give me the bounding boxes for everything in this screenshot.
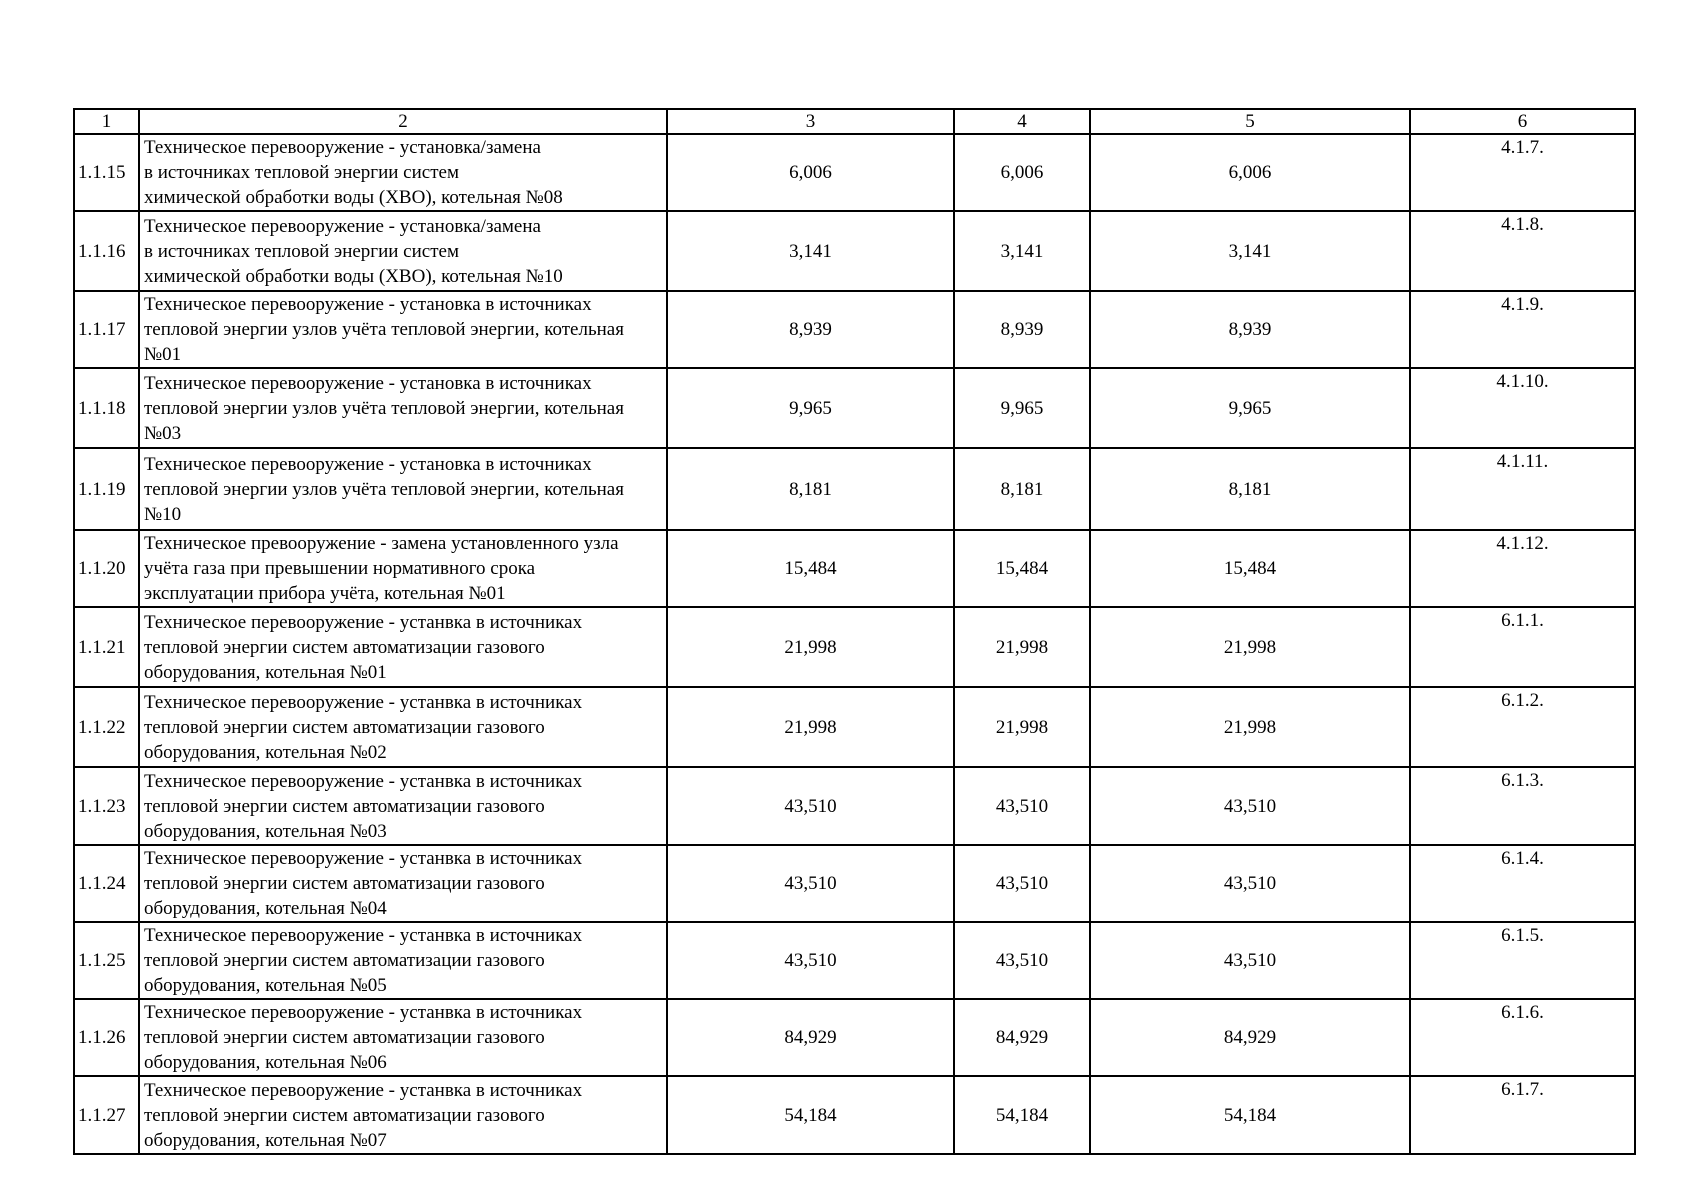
header-cell: 6 — [1410, 109, 1635, 134]
value-col-5: 8,181 — [1090, 448, 1410, 530]
value-col-3: 54,184 — [667, 1076, 954, 1154]
value-col-4: 43,510 — [954, 767, 1090, 845]
value-col-3: 6,006 — [667, 134, 954, 211]
table-row — [74, 607, 1635, 687]
row-number: 1.1.16 — [74, 211, 139, 291]
value-col-3: 3,141 — [667, 211, 954, 291]
reference-code: 6.1.2. — [1410, 687, 1635, 767]
row-description: Техническое перевооружение - устанвка в источниках тепловой энергии систем автоматизации газового оборудования, котельная №03 — [139, 767, 667, 845]
row-number: 1.1.24 — [74, 845, 139, 922]
row-number: 1.1.19 — [74, 448, 139, 530]
value-col-4: 3,141 — [954, 211, 1090, 291]
row-number: 1.1.21 — [74, 607, 139, 687]
value-col-4: 8,939 — [954, 291, 1090, 368]
row-description: Техническое перевооружение - установка в источниках тепловой энергии узлов учёта тепловой энергии, котельная №01 — [139, 291, 667, 368]
table-row — [74, 1076, 1635, 1154]
table-row — [74, 767, 1635, 845]
value-col-4: 9,965 — [954, 368, 1090, 448]
value-col-3: 84,929 — [667, 999, 954, 1076]
row-description: Техническое перевооружение - устанвка в источниках тепловой энергии систем автоматизации газового оборудования, котельная №01 — [139, 607, 667, 687]
reference-code: 4.1.9. — [1410, 291, 1635, 368]
reference-code: 4.1.7. — [1410, 134, 1635, 211]
table-row — [74, 134, 1635, 211]
value-col-3: 43,510 — [667, 845, 954, 922]
row-number: 1.1.23 — [74, 767, 139, 845]
value-col-5: 43,510 — [1090, 845, 1410, 922]
row-description: Техническое перевооружение - установка/замена в источниках тепловой энергии систем химической обработки воды (ХВО), котельная №08 — [139, 134, 667, 211]
value-col-5: 21,998 — [1090, 607, 1410, 687]
row-description: Техническое перевооружение - установка/замена в источниках тепловой энергии систем химической обработки воды (ХВО), котельная №10 — [139, 211, 667, 291]
header-row — [74, 109, 1635, 134]
header-cell: 1 — [74, 109, 139, 134]
header-cell: 3 — [667, 109, 954, 134]
value-col-3: 43,510 — [667, 922, 954, 999]
row-number: 1.1.17 — [74, 291, 139, 368]
value-col-3: 8,939 — [667, 291, 954, 368]
value-col-3: 8,181 — [667, 448, 954, 530]
row-description: Техническое перевооружение - устанвка в источниках тепловой энергии систем автоматизации газового оборудования, котельная №07 — [139, 1076, 667, 1154]
row-description: Техническое перевооружение - установка в источниках тепловой энергии узлов учёта тепловой энергии, котельная №03 — [139, 368, 667, 448]
row-description: Техническое превооружение - замена установленного узла учёта газа при превышении нормативного срока эксплуатации прибора учёта, котельная №01 — [139, 530, 667, 607]
reference-code: 4.1.8. — [1410, 211, 1635, 291]
value-col-4: 84,929 — [954, 999, 1090, 1076]
table-row — [74, 999, 1635, 1076]
value-col-4: 8,181 — [954, 448, 1090, 530]
value-col-5: 54,184 — [1090, 1076, 1410, 1154]
reference-code: 6.1.7. — [1410, 1076, 1635, 1154]
value-col-5: 6,006 — [1090, 134, 1410, 211]
value-col-5: 84,929 — [1090, 999, 1410, 1076]
header-cell: 5 — [1090, 109, 1410, 134]
value-col-5: 8,939 — [1090, 291, 1410, 368]
table-row — [74, 530, 1635, 607]
value-col-3: 9,965 — [667, 368, 954, 448]
reference-code: 6.1.4. — [1410, 845, 1635, 922]
table-row — [74, 291, 1635, 368]
value-col-3: 43,510 — [667, 767, 954, 845]
table-row — [74, 211, 1635, 291]
header-cell: 4 — [954, 109, 1090, 134]
value-col-4: 43,510 — [954, 845, 1090, 922]
reference-code: 6.1.3. — [1410, 767, 1635, 845]
value-col-4: 43,510 — [954, 922, 1090, 999]
table-row — [74, 922, 1635, 999]
value-col-4: 54,184 — [954, 1076, 1090, 1154]
row-number: 1.1.27 — [74, 1076, 139, 1154]
value-col-4: 6,006 — [954, 134, 1090, 211]
row-number: 1.1.25 — [74, 922, 139, 999]
row-description: Техническое перевооружение - устанвка в источниках тепловой энергии систем автоматизации газового оборудования, котельная №04 — [139, 845, 667, 922]
table-row — [74, 368, 1635, 448]
value-col-5: 21,998 — [1090, 687, 1410, 767]
value-col-3: 15,484 — [667, 530, 954, 607]
value-col-5: 43,510 — [1090, 922, 1410, 999]
value-col-5: 43,510 — [1090, 767, 1410, 845]
value-col-4: 21,998 — [954, 687, 1090, 767]
row-number: 1.1.26 — [74, 999, 139, 1076]
row-number: 1.1.18 — [74, 368, 139, 448]
reference-code: 4.1.11. — [1410, 448, 1635, 530]
reference-code: 6.1.6. — [1410, 999, 1635, 1076]
value-col-4: 21,998 — [954, 607, 1090, 687]
row-description: Техническое перевооружение - установка в источниках тепловой энергии узлов учёта тепловой энергии, котельная №10 — [139, 448, 667, 530]
table-row — [74, 448, 1635, 530]
value-col-5: 3,141 — [1090, 211, 1410, 291]
value-col-3: 21,998 — [667, 687, 954, 767]
row-description: Техническое перевооружение - устанвка в источниках тепловой энергии систем автоматизации газового оборудования, котельная №06 — [139, 999, 667, 1076]
header-cell: 2 — [139, 109, 667, 134]
reference-code: 4.1.12. — [1410, 530, 1635, 607]
value-col-4: 15,484 — [954, 530, 1090, 607]
reference-code: 6.1.1. — [1410, 607, 1635, 687]
row-number: 1.1.20 — [74, 530, 139, 607]
investment-table — [73, 108, 1636, 1155]
reference-code: 6.1.5. — [1410, 922, 1635, 999]
reference-code: 4.1.10. — [1410, 368, 1635, 448]
value-col-5: 9,965 — [1090, 368, 1410, 448]
value-col-5: 15,484 — [1090, 530, 1410, 607]
row-number: 1.1.22 — [74, 687, 139, 767]
row-description: Техническое перевооружение - устанвка в источниках тепловой энергии систем автоматизации газового оборудования, котельная №05 — [139, 922, 667, 999]
row-number: 1.1.15 — [74, 134, 139, 211]
value-col-3: 21,998 — [667, 607, 954, 687]
row-description: Техническое перевооружение - устанвка в источниках тепловой энергии систем автоматизации газового оборудования, котельная №02 — [139, 687, 667, 767]
table-row — [74, 845, 1635, 922]
table-row — [74, 687, 1635, 767]
